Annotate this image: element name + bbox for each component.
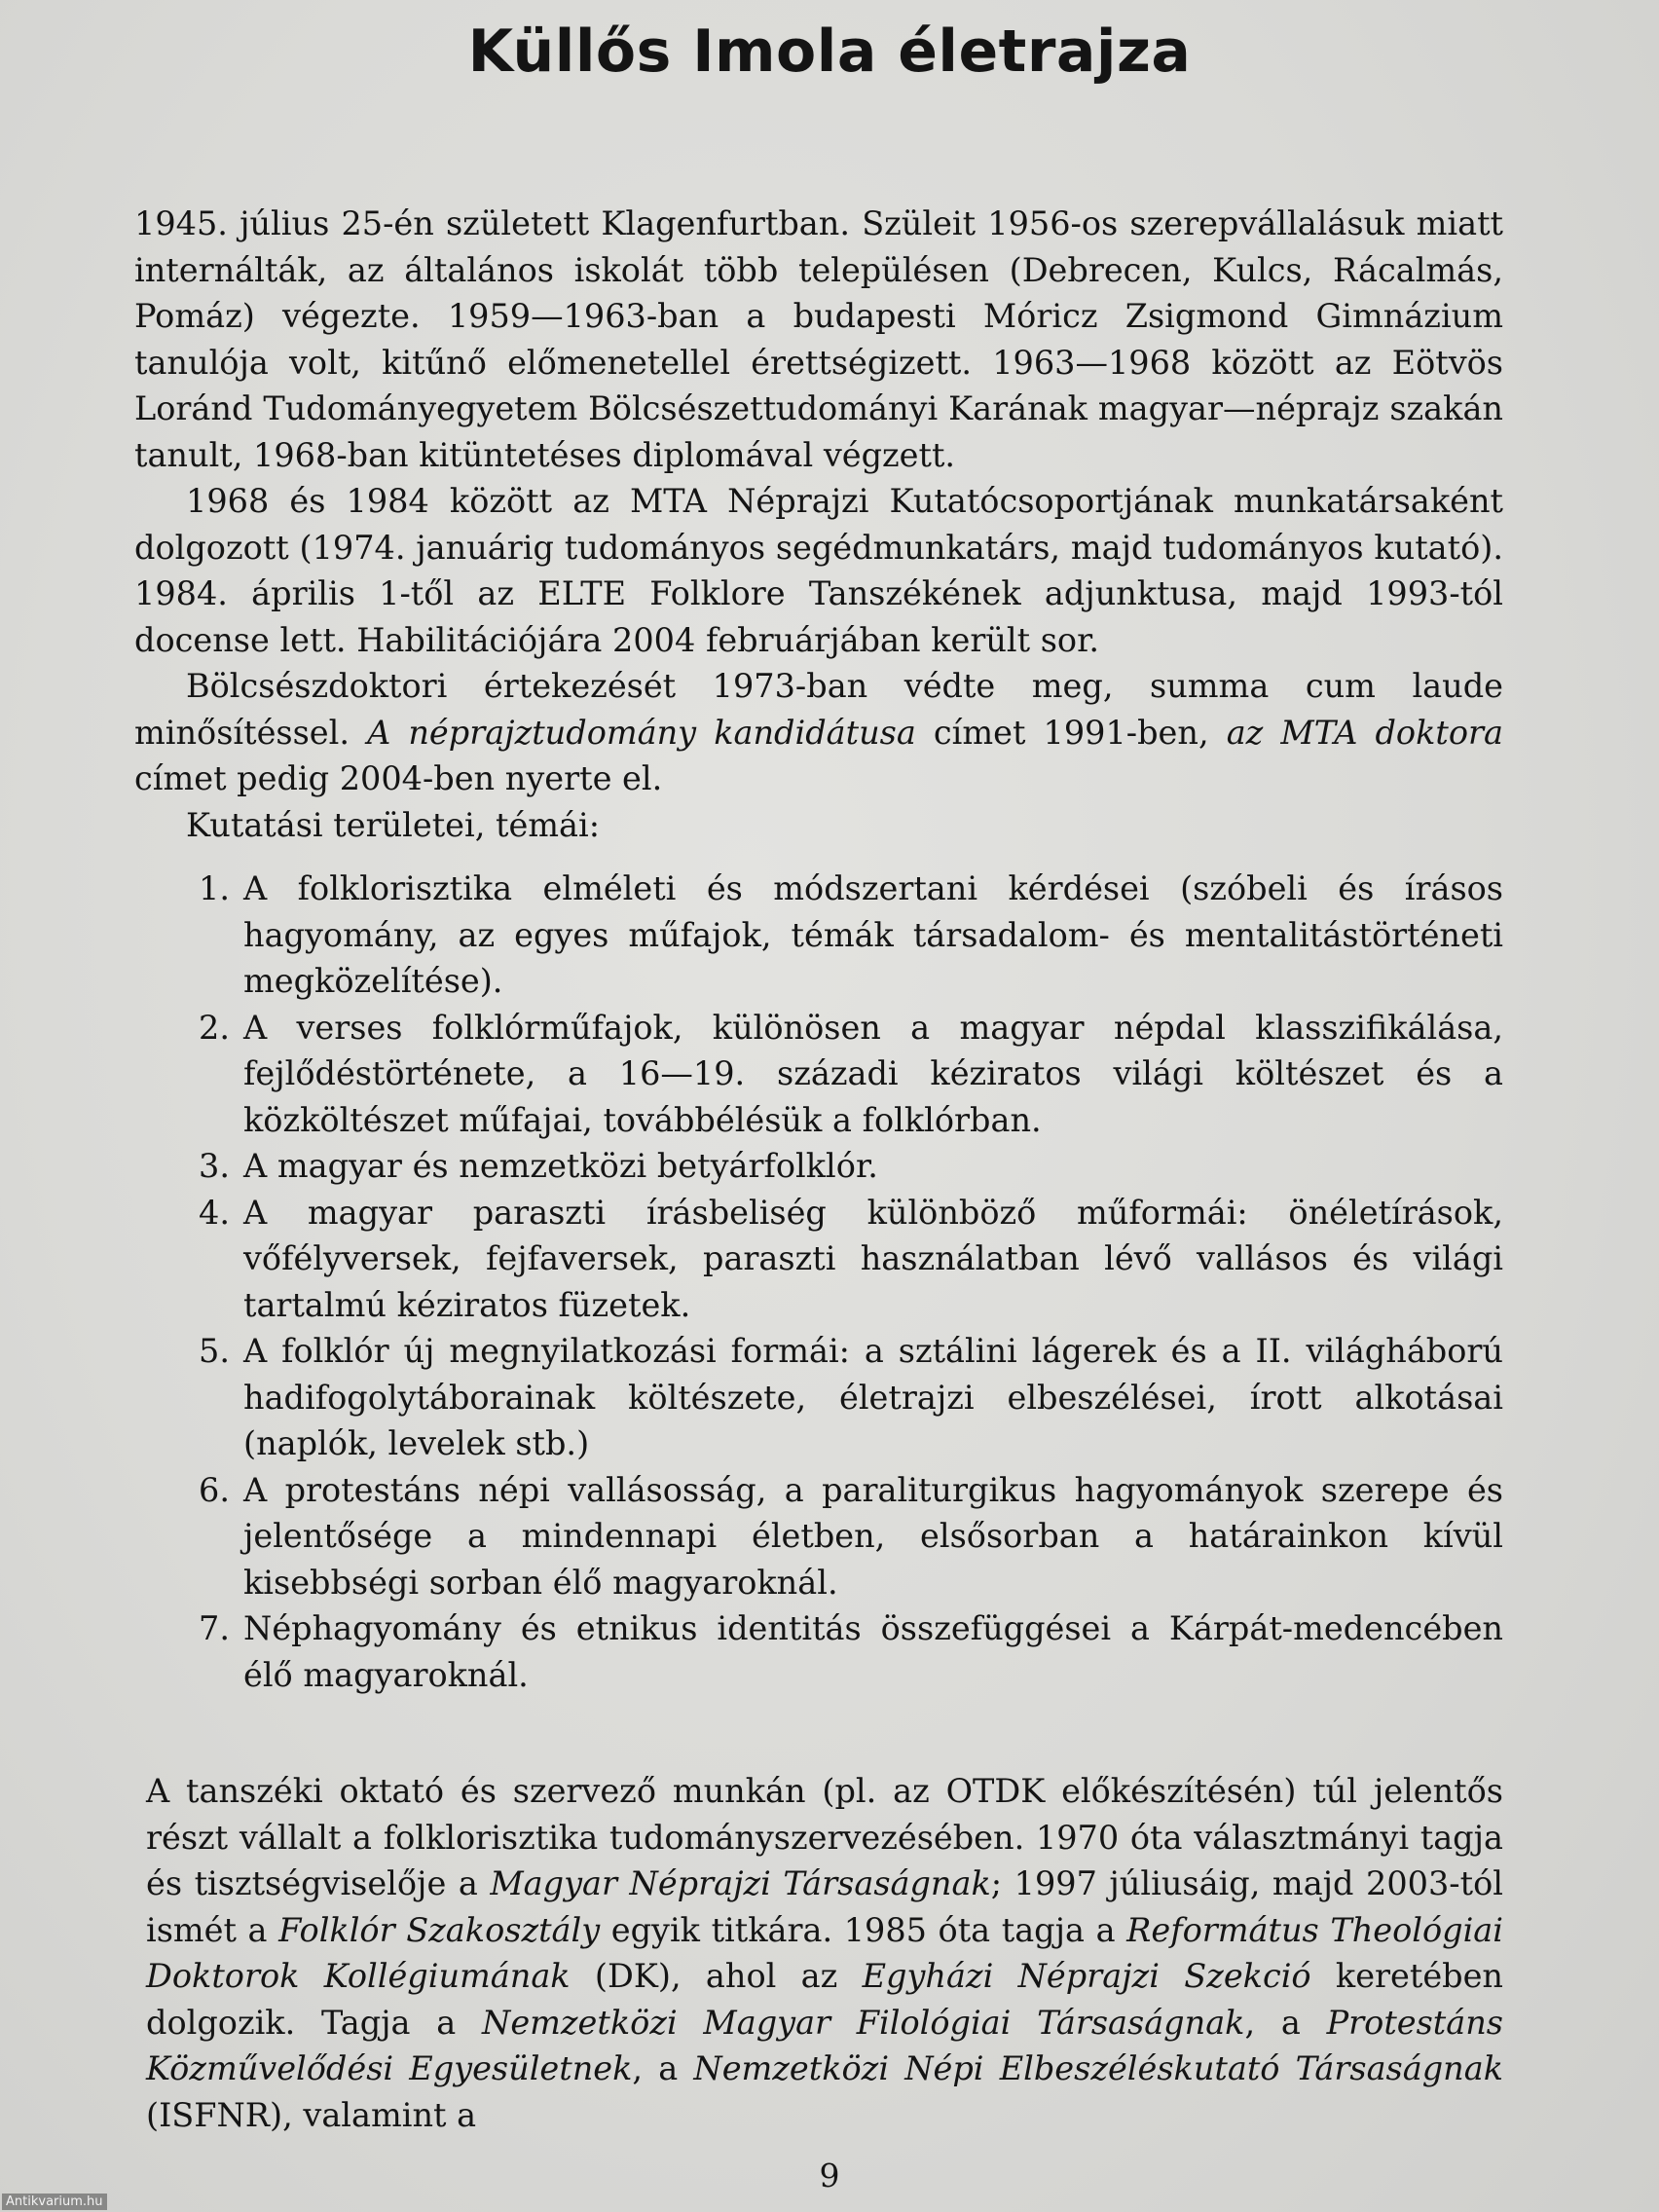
page-number: 9 [819, 2157, 840, 2194]
paragraph-3: Bölcsészdoktori értekezését 1973-ban védte meg, summa cum laude minősítéssel. A néprajztudomány kandidátusa címet 1991-ben, az MTA doktora címet pedig 2004-ben nyerte el. [134, 667, 1504, 797]
list-item: 1. A folklorisztika elméleti és módszertani kérdései (szóbeli és írásos hagyomány, az egyes műfajok, témák társadalom- és mentalitástörténeti megközelítése). [199, 869, 1503, 1000]
list-item: 6. A protestáns népi vallásosság, a paraliturgikus hagyományok szerepe és jelentősége a mindennapi életben, elsősorban a határainkon kívül kisebbségi sorban élő magyaroknál. [199, 1470, 1503, 1602]
research-areas-intro: Kutatási területei, témái: [186, 805, 601, 844]
list-item: 7. Néphagyomány és etnikus identitás összefüggései a Kárpát-medencében élő magyaroknál. [199, 1609, 1503, 1694]
research-areas-list [134, 866, 1503, 1698]
list-item: 4. A magyar paraszti írásbeliség különböző műformái: önéletírások, vőfélyversek, fejfaversek, paraszti használatban lévő vallásos és világi tartalmú kéziratos füzetek. [199, 1193, 1503, 1324]
list-item: 5. A folklór új megnyilatkozási formái: a sztálini lágerek és a II. világháború hadifogolytáborainak költészete, életrajzi elbeszélései, írott alkotásai (naplók, levelek stb.) [199, 1332, 1503, 1462]
paragraph-2: 1968 és 1984 között az MTA Néprajzi Kutatócsoportjának munkatársaként dolgozott (1974. januárig tudományos segédmunkatárs, majd tudományos kutató). 1984. április 1-től az ELTE Folklore Tanszékének adjunktusa, majd 1993-tól docense lett. Habilitációjára 2004 februárjában került sor. [134, 482, 1503, 659]
list-item: 3. A magyar és nemzetközi betyárfolklór. [199, 1147, 878, 1185]
closing-text [146, 1768, 1503, 2138]
watermark: Antikvarium.hu [2, 2194, 107, 2210]
main-text [134, 201, 1503, 1698]
list-item: 2. A verses folklórműfajok, különösen a magyar népdal klasszifikálása, fejlődéstörténete, a 16—19. századi kéziratos világi költészet és a közköltészet műfajai, továbbélésük a folklórban. [199, 1008, 1503, 1139]
paragraph-4: A tanszéki oktató és szervező munkán (pl. az OTDK előkészítésén) túl jelentős részt vállalt a folklorisztika tudományszervezésében. 1970 óta választmányi tagja és tisztségviselője a Magyar Néprajzi Társaságnak; 1997 júliusáig, majd 2003-tól ismét a Folklór Szakosztály egyik titkára. 1985 óta tagja a Református Theológiai Doktorok Kollégiumának (DK), ahol az Egyházi Néprajzi Szekció keretében dolgozik. Tagja a Nemzetközi Magyar Filológiai Társaságnak, a Protestáns Közművelődési Egyesületnek, a Nemzetközi Népi Elbeszéléskutató Társaságnak (ISFNR), valamint a [146, 1772, 1503, 2134]
paragraph-1: 1945. július 25-én született Klagenfurtban. Szüleit 1956-os szerepvállalásuk miatt internálták, az általános iskolát több településen (Debrecen, Kulcs, Rácalmás, Pomáz) végezte. 1959—1963-ban a budapesti Móricz Zsigmond Gimnázium tanulója volt, kitűnő előmenetellel érettségizett. 1963—1968 között az Eötvös Loránd Tudományegyetem Bölcsészettudományi Karának magyar—néprajz szakán tanult, 1968-ban kitüntetéses diplomával végzett. [134, 204, 1503, 474]
page-title: Küllős Imola életrajza [467, 18, 1192, 86]
